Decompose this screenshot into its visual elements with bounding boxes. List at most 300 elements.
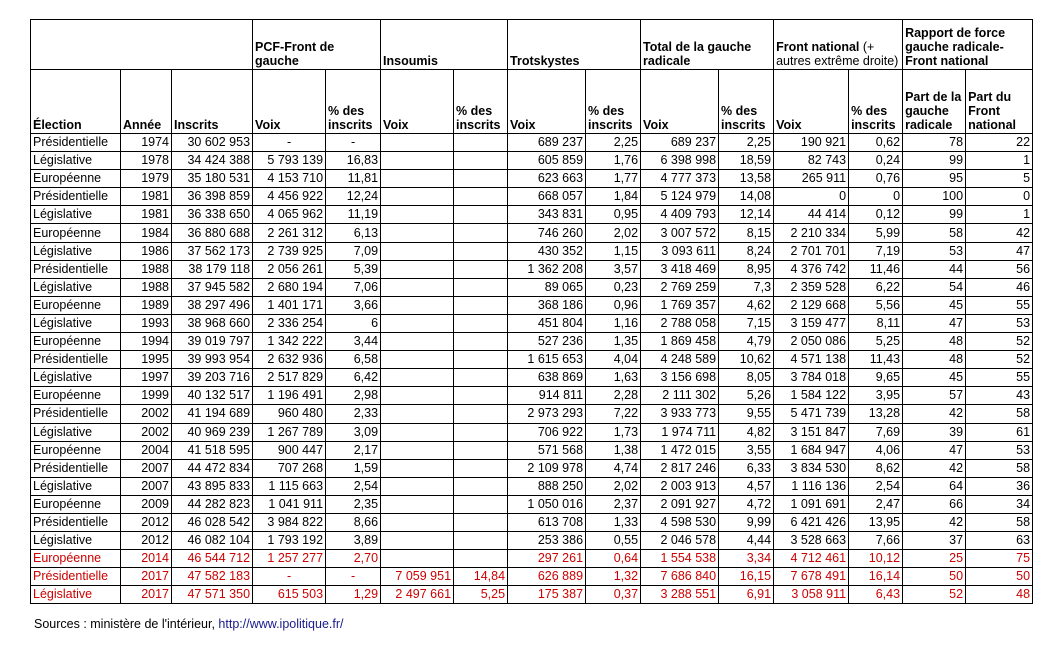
- cell-insoumis-voix: [381, 532, 454, 550]
- cell-election: Législative: [31, 314, 121, 332]
- cell-part-fn: 46: [966, 278, 1033, 296]
- cell-fn-voix: 3 834 530: [774, 459, 849, 477]
- col-annee: Année: [121, 70, 172, 134]
- cell-total-pct: 8,95: [719, 260, 774, 278]
- cell-election: Législative: [31, 206, 121, 224]
- cell-insoumis-pct: [454, 314, 508, 332]
- cell-total-voix: 1 974 711: [641, 423, 719, 441]
- cell-pcf-pct: 2,33: [326, 405, 381, 423]
- cell-election: Européenne: [31, 387, 121, 405]
- cell-inscrits: 44 472 834: [172, 459, 253, 477]
- cell-total-voix: 7 686 840: [641, 568, 719, 586]
- col-pcf-voix: Voix: [253, 70, 326, 134]
- cell-election: Européenne: [31, 170, 121, 188]
- cell-trotskystes-pct: 1,16: [586, 314, 641, 332]
- cell-annee: 1989: [121, 296, 172, 314]
- cell-pcf-pct: 1,59: [326, 459, 381, 477]
- table-row: [31, 459, 1033, 477]
- cell-trotskystes-voix: 2 109 978: [508, 459, 586, 477]
- cell-fn-voix: 44 414: [774, 206, 849, 224]
- cell-annee: 2014: [121, 550, 172, 568]
- cell-trotskystes-pct: 1,32: [586, 568, 641, 586]
- cell-annee: 1997: [121, 369, 172, 387]
- cell-insoumis-pct: [454, 441, 508, 459]
- cell-part-gauche: 42: [903, 513, 966, 531]
- cell-annee: 1979: [121, 170, 172, 188]
- cell-trotskystes-voix: 626 889: [508, 568, 586, 586]
- cell-pcf-pct: 3,89: [326, 532, 381, 550]
- cell-insoumis-pct: [454, 405, 508, 423]
- cell-fn-voix: 2 701 701: [774, 242, 849, 260]
- cell-election: Présidentielle: [31, 188, 121, 206]
- col-part-fn: Part du Front national: [966, 70, 1033, 134]
- cell-pcf-voix: 1 257 277: [253, 550, 326, 568]
- cell-pcf-pct: 3,44: [326, 333, 381, 351]
- cell-part-gauche: 25: [903, 550, 966, 568]
- group-header-insoumis: Insoumis: [381, 20, 508, 70]
- cell-total-voix: 4 409 793: [641, 206, 719, 224]
- cell-insoumis-pct: [454, 260, 508, 278]
- cell-trotskystes-pct: 0,96: [586, 296, 641, 314]
- cell-total-pct: 9,55: [719, 405, 774, 423]
- cell-pcf-voix: 1 267 789: [253, 423, 326, 441]
- cell-fn-voix: 6 421 426: [774, 513, 849, 531]
- group-header-rapport: Rapport de force gauche radicale-Front national: [903, 20, 1033, 70]
- cell-election: Législative: [31, 278, 121, 296]
- cell-insoumis-voix: [381, 423, 454, 441]
- cell-trotskystes-voix: 638 869: [508, 369, 586, 387]
- cell-insoumis-voix: 7 059 951: [381, 568, 454, 586]
- cell-fn-pct: 8,11: [849, 314, 903, 332]
- cell-annee: 1984: [121, 224, 172, 242]
- cell-trotskystes-pct: 0,37: [586, 586, 641, 604]
- table-row: [31, 369, 1033, 387]
- cell-election: Présidentielle: [31, 405, 121, 423]
- cell-fn-pct: 13,95: [849, 513, 903, 531]
- cell-pcf-pct: 11,19: [326, 206, 381, 224]
- cell-pcf-voix: 4 153 710: [253, 170, 326, 188]
- cell-fn-pct: 11,43: [849, 351, 903, 369]
- cell-trotskystes-pct: 1,84: [586, 188, 641, 206]
- cell-part-gauche: 54: [903, 278, 966, 296]
- table-row: [31, 278, 1033, 296]
- cell-total-pct: 8,24: [719, 242, 774, 260]
- cell-total-pct: 4,72: [719, 495, 774, 513]
- cell-part-fn: 36: [966, 477, 1033, 495]
- cell-total-voix: 4 777 373: [641, 170, 719, 188]
- cell-pcf-voix: 900 447: [253, 441, 326, 459]
- cell-inscrits: 47 571 350: [172, 586, 253, 604]
- table-row: [31, 188, 1033, 206]
- cell-fn-pct: 9,65: [849, 369, 903, 387]
- cell-inscrits: 46 544 712: [172, 550, 253, 568]
- cell-inscrits: 36 880 688: [172, 224, 253, 242]
- table-row: [31, 586, 1033, 604]
- cell-fn-pct: 2,47: [849, 495, 903, 513]
- cell-fn-pct: 0,62: [849, 134, 903, 152]
- cell-pcf-pct: 6: [326, 314, 381, 332]
- cell-election: Présidentielle: [31, 513, 121, 531]
- cell-inscrits: 40 969 239: [172, 423, 253, 441]
- cell-insoumis-pct: [454, 134, 508, 152]
- cell-fn-voix: 3 528 663: [774, 532, 849, 550]
- cell-pcf-pct: 6,58: [326, 351, 381, 369]
- cell-insoumis-pct: [454, 188, 508, 206]
- cell-total-pct: 9,99: [719, 513, 774, 531]
- group-header-blank: [31, 20, 253, 70]
- cell-trotskystes-pct: 1,77: [586, 170, 641, 188]
- cell-fn-pct: 6,22: [849, 278, 903, 296]
- cell-total-voix: 3 418 469: [641, 260, 719, 278]
- cell-inscrits: 40 132 517: [172, 387, 253, 405]
- cell-pcf-voix: 1 793 192: [253, 532, 326, 550]
- cell-insoumis-pct: [454, 206, 508, 224]
- cell-pcf-voix: 4 065 962: [253, 206, 326, 224]
- col-total-pct: % des inscrits: [719, 70, 774, 134]
- cell-insoumis-pct: [454, 242, 508, 260]
- cell-trotskystes-pct: 2,37: [586, 495, 641, 513]
- cell-election: Européenne: [31, 224, 121, 242]
- cell-part-gauche: 47: [903, 314, 966, 332]
- cell-fn-voix: 2 359 528: [774, 278, 849, 296]
- cell-election: Européenne: [31, 296, 121, 314]
- cell-part-gauche: 78: [903, 134, 966, 152]
- cell-part-fn: 55: [966, 296, 1033, 314]
- cell-fn-pct: 5,25: [849, 333, 903, 351]
- cell-insoumis-pct: [454, 152, 508, 170]
- cell-trotskystes-voix: 1 050 016: [508, 495, 586, 513]
- cell-part-fn: 75: [966, 550, 1033, 568]
- table-row: [31, 242, 1033, 260]
- cell-pcf-voix: 4 456 922: [253, 188, 326, 206]
- cell-trotskystes-voix: 1 615 653: [508, 351, 586, 369]
- cell-total-pct: 3,34: [719, 550, 774, 568]
- cell-total-voix: 689 237: [641, 134, 719, 152]
- cell-insoumis-pct: [454, 296, 508, 314]
- cell-insoumis-pct: [454, 495, 508, 513]
- cell-election: Européenne: [31, 495, 121, 513]
- cell-trotskystes-voix: 706 922: [508, 423, 586, 441]
- cell-inscrits: 46 082 104: [172, 532, 253, 550]
- cell-pcf-pct: 8,66: [326, 513, 381, 531]
- table-row: [31, 532, 1033, 550]
- table-row: [31, 224, 1033, 242]
- table-row: [31, 351, 1033, 369]
- cell-fn-pct: 5,99: [849, 224, 903, 242]
- cell-inscrits: 39 993 954: [172, 351, 253, 369]
- group-header-row: [31, 20, 1033, 70]
- cell-annee: 1981: [121, 206, 172, 224]
- group-header-pcf: PCF-Front de gauche: [253, 20, 381, 70]
- col-insoumis-pct: % des inscrits: [454, 70, 508, 134]
- cell-trotskystes-voix: 343 831: [508, 206, 586, 224]
- cell-annee: 1986: [121, 242, 172, 260]
- col-fn-pct: % des inscrits: [849, 70, 903, 134]
- cell-insoumis-voix: [381, 459, 454, 477]
- table-row: [31, 568, 1033, 586]
- source-link[interactable]: http://www.ipolitique.fr/: [218, 617, 344, 631]
- cell-insoumis-voix: [381, 405, 454, 423]
- cell-insoumis-voix: [381, 188, 454, 206]
- group-header-trotskystes: Trotskystes: [508, 20, 641, 70]
- cell-trotskystes-pct: 1,76: [586, 152, 641, 170]
- table-row: [31, 423, 1033, 441]
- cell-insoumis-pct: [454, 387, 508, 405]
- cell-inscrits: 35 180 531: [172, 170, 253, 188]
- cell-total-voix: 2 091 927: [641, 495, 719, 513]
- table-row: [31, 405, 1033, 423]
- cell-insoumis-voix: [381, 206, 454, 224]
- table-row: [31, 333, 1033, 351]
- cell-fn-voix: 4 712 461: [774, 550, 849, 568]
- cell-annee: 2017: [121, 568, 172, 586]
- table-row: [31, 170, 1033, 188]
- cell-insoumis-voix: [381, 296, 454, 314]
- cell-inscrits: 41 518 595: [172, 441, 253, 459]
- cell-fn-voix: 2 129 668: [774, 296, 849, 314]
- cell-insoumis-voix: [381, 134, 454, 152]
- cell-election: Présidentielle: [31, 260, 121, 278]
- cell-total-voix: 1 769 357: [641, 296, 719, 314]
- cell-fn-voix: 82 743: [774, 152, 849, 170]
- cell-insoumis-voix: [381, 242, 454, 260]
- cell-total-pct: 18,59: [719, 152, 774, 170]
- cell-pcf-voix: 2 632 936: [253, 351, 326, 369]
- cell-total-voix: 2 111 302: [641, 387, 719, 405]
- cell-pcf-pct: 2,98: [326, 387, 381, 405]
- col-fn-voix: Voix: [774, 70, 849, 134]
- cell-total-voix: 3 156 698: [641, 369, 719, 387]
- cell-total-pct: 2,25: [719, 134, 774, 152]
- cell-part-gauche: 45: [903, 369, 966, 387]
- cell-fn-pct: 10,12: [849, 550, 903, 568]
- cell-part-gauche: 42: [903, 459, 966, 477]
- cell-total-pct: 7,3: [719, 278, 774, 296]
- cell-pcf-voix: 5 793 139: [253, 152, 326, 170]
- cell-annee: 2007: [121, 459, 172, 477]
- cell-insoumis-voix: [381, 441, 454, 459]
- cell-total-voix: 2 817 246: [641, 459, 719, 477]
- table-row: [31, 441, 1033, 459]
- cell-election: Présidentielle: [31, 459, 121, 477]
- cell-part-gauche: 50: [903, 568, 966, 586]
- cell-fn-pct: 0,24: [849, 152, 903, 170]
- cell-inscrits: 38 297 496: [172, 296, 253, 314]
- cell-annee: 1995: [121, 351, 172, 369]
- cell-total-pct: 6,33: [719, 459, 774, 477]
- cell-part-fn: 55: [966, 369, 1033, 387]
- col-trotskystes-voix: Voix: [508, 70, 586, 134]
- cell-trotskystes-voix: 451 804: [508, 314, 586, 332]
- cell-total-voix: 2 003 913: [641, 477, 719, 495]
- cell-trotskystes-voix: 623 663: [508, 170, 586, 188]
- cell-total-voix: 6 398 998: [641, 152, 719, 170]
- cell-pcf-voix: 2 261 312: [253, 224, 326, 242]
- cell-pcf-pct: 7,09: [326, 242, 381, 260]
- table-row: [31, 314, 1033, 332]
- cell-total-voix: 3 933 773: [641, 405, 719, 423]
- cell-fn-voix: 2 210 334: [774, 224, 849, 242]
- cell-part-fn: 34: [966, 495, 1033, 513]
- cell-trotskystes-pct: 2,28: [586, 387, 641, 405]
- cell-election: Législative: [31, 586, 121, 604]
- cell-part-fn: 52: [966, 333, 1033, 351]
- table-row: [31, 513, 1033, 531]
- cell-annee: 2012: [121, 532, 172, 550]
- cell-pcf-pct: 16,83: [326, 152, 381, 170]
- cell-fn-voix: 1 116 136: [774, 477, 849, 495]
- cell-insoumis-pct: [454, 351, 508, 369]
- cell-insoumis-voix: [381, 477, 454, 495]
- cell-total-voix: 5 124 979: [641, 188, 719, 206]
- cell-total-pct: 8,05: [719, 369, 774, 387]
- cell-fn-pct: 16,14: [849, 568, 903, 586]
- cell-part-fn: 5: [966, 170, 1033, 188]
- cell-insoumis-pct: [454, 513, 508, 531]
- cell-insoumis-pct: [454, 459, 508, 477]
- cell-part-fn: 56: [966, 260, 1033, 278]
- cell-insoumis-pct: [454, 550, 508, 568]
- cell-pcf-voix: 1 041 911: [253, 495, 326, 513]
- cell-part-fn: 43: [966, 387, 1033, 405]
- cell-insoumis-voix: [381, 351, 454, 369]
- cell-part-fn: 1: [966, 206, 1033, 224]
- cell-pcf-voix: 1 401 171: [253, 296, 326, 314]
- cell-total-pct: 8,15: [719, 224, 774, 242]
- source-note: [34, 617, 343, 631]
- cell-annee: 2002: [121, 423, 172, 441]
- cell-election: Présidentielle: [31, 351, 121, 369]
- table-row: [31, 134, 1033, 152]
- cell-total-voix: 1 554 538: [641, 550, 719, 568]
- cell-part-fn: 58: [966, 405, 1033, 423]
- cell-trotskystes-pct: 4,04: [586, 351, 641, 369]
- table-row: [31, 206, 1033, 224]
- cell-total-voix: 3 093 611: [641, 242, 719, 260]
- cell-part-gauche: 58: [903, 224, 966, 242]
- cell-pcf-voix: -: [253, 568, 326, 586]
- cell-total-pct: 5,26: [719, 387, 774, 405]
- cell-fn-pct: 13,28: [849, 405, 903, 423]
- cell-pcf-voix: -: [253, 134, 326, 152]
- cell-trotskystes-voix: 914 811: [508, 387, 586, 405]
- cell-trotskystes-pct: 0,64: [586, 550, 641, 568]
- cell-annee: 2002: [121, 405, 172, 423]
- cell-part-fn: 58: [966, 459, 1033, 477]
- cell-pcf-pct: 6,42: [326, 369, 381, 387]
- cell-part-fn: 58: [966, 513, 1033, 531]
- cell-annee: 1994: [121, 333, 172, 351]
- cell-fn-voix: 3 159 477: [774, 314, 849, 332]
- cell-trotskystes-pct: 1,73: [586, 423, 641, 441]
- cell-fn-voix: 190 921: [774, 134, 849, 152]
- cell-total-voix: 1 472 015: [641, 441, 719, 459]
- cell-total-voix: 2 788 058: [641, 314, 719, 332]
- table-body: [31, 134, 1033, 604]
- cell-pcf-pct: 1,29: [326, 586, 381, 604]
- cell-part-gauche: 42: [903, 405, 966, 423]
- cell-trotskystes-voix: 888 250: [508, 477, 586, 495]
- cell-total-pct: 3,55: [719, 441, 774, 459]
- table-row: [31, 152, 1033, 170]
- cell-part-gauche: 57: [903, 387, 966, 405]
- cell-fn-pct: 7,66: [849, 532, 903, 550]
- cell-part-fn: 0: [966, 188, 1033, 206]
- cell-insoumis-pct: [454, 477, 508, 495]
- cell-insoumis-pct: [454, 532, 508, 550]
- cell-part-fn: 50: [966, 568, 1033, 586]
- cell-pcf-voix: 2 056 261: [253, 260, 326, 278]
- cell-inscrits: 46 028 542: [172, 513, 253, 531]
- cell-total-voix: 1 869 458: [641, 333, 719, 351]
- cell-inscrits: 37 945 582: [172, 278, 253, 296]
- cell-total-voix: 4 598 530: [641, 513, 719, 531]
- cell-part-fn: 61: [966, 423, 1033, 441]
- cell-fn-pct: 7,19: [849, 242, 903, 260]
- cell-insoumis-voix: [381, 495, 454, 513]
- cell-pcf-voix: 707 268: [253, 459, 326, 477]
- cell-trotskystes-pct: 1,33: [586, 513, 641, 531]
- cell-insoumis-voix: [381, 333, 454, 351]
- cell-trotskystes-voix: 613 708: [508, 513, 586, 531]
- cell-part-fn: 1: [966, 152, 1033, 170]
- cell-pcf-voix: 960 480: [253, 405, 326, 423]
- cell-fn-voix: 3 058 911: [774, 586, 849, 604]
- cell-part-fn: 63: [966, 532, 1033, 550]
- cell-total-pct: 14,08: [719, 188, 774, 206]
- cell-fn-voix: 3 784 018: [774, 369, 849, 387]
- cell-fn-voix: 265 911: [774, 170, 849, 188]
- table-row: [31, 550, 1033, 568]
- cell-part-gauche: 47: [903, 441, 966, 459]
- cell-insoumis-voix: [381, 513, 454, 531]
- cell-total-pct: 6,91: [719, 586, 774, 604]
- cell-fn-pct: 0: [849, 188, 903, 206]
- cell-trotskystes-pct: 2,25: [586, 134, 641, 152]
- cell-total-pct: 4,57: [719, 477, 774, 495]
- cell-fn-pct: 8,62: [849, 459, 903, 477]
- cell-total-pct: 16,15: [719, 568, 774, 586]
- cell-fn-pct: 2,54: [849, 477, 903, 495]
- cell-fn-pct: 0,12: [849, 206, 903, 224]
- cell-part-gauche: 45: [903, 296, 966, 314]
- col-insoumis-voix: Voix: [381, 70, 454, 134]
- source-text: Sources : ministère de l'intérieur,: [34, 617, 219, 631]
- cell-inscrits: 47 582 183: [172, 568, 253, 586]
- cell-annee: 2012: [121, 513, 172, 531]
- cell-annee: 1981: [121, 188, 172, 206]
- cell-inscrits: 30 602 953: [172, 134, 253, 152]
- cell-part-gauche: 66: [903, 495, 966, 513]
- cell-inscrits: 37 562 173: [172, 242, 253, 260]
- cell-annee: 2004: [121, 441, 172, 459]
- cell-trotskystes-pct: 2,02: [586, 224, 641, 242]
- cell-election: Législative: [31, 532, 121, 550]
- cell-part-gauche: 39: [903, 423, 966, 441]
- cell-pcf-voix: 1 115 663: [253, 477, 326, 495]
- cell-election: Présidentielle: [31, 134, 121, 152]
- cell-pcf-voix: 1 342 222: [253, 333, 326, 351]
- cell-total-pct: 12,14: [719, 206, 774, 224]
- cell-election: Européenne: [31, 550, 121, 568]
- cell-pcf-voix: 1 196 491: [253, 387, 326, 405]
- cell-part-gauche: 44: [903, 260, 966, 278]
- cell-insoumis-pct: [454, 224, 508, 242]
- cell-pcf-voix: 3 984 822: [253, 513, 326, 531]
- cell-insoumis-pct: [454, 170, 508, 188]
- cell-fn-pct: 4,06: [849, 441, 903, 459]
- cell-part-gauche: 95: [903, 170, 966, 188]
